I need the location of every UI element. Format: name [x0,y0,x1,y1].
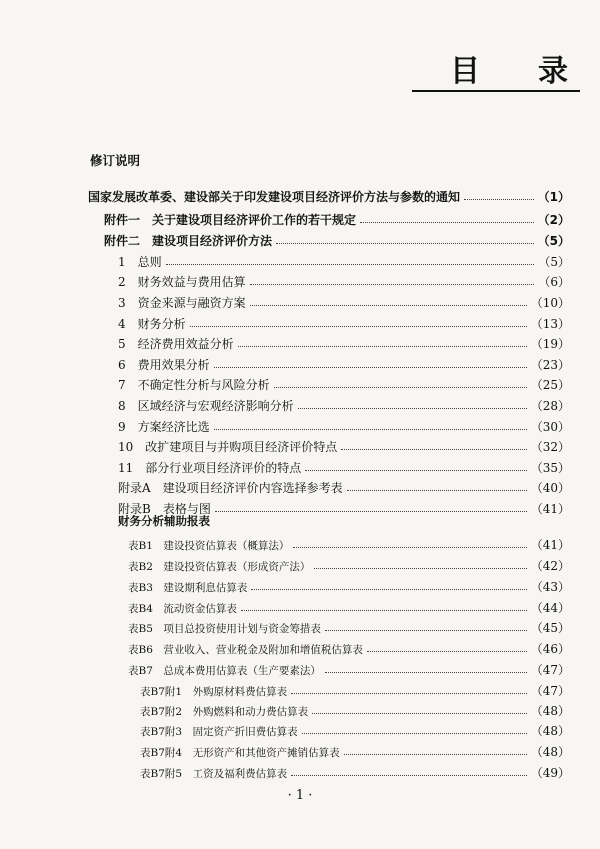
toc-table-page: （44） [530,601,570,615]
toc-entry-label: 4 财务分析 [118,317,186,331]
toc-table-entry[interactable] [128,619,570,636]
page-title [450,46,570,90]
dot-leader [360,221,534,223]
dot-leader [341,448,526,450]
toc-entry[interactable] [118,438,570,455]
toc-entry-page: （19） [530,337,570,351]
toc-entry-label: 附录B 表格与图 [118,502,211,516]
toc-entry[interactable] [104,232,570,249]
toc-table-page: （47） [530,684,570,698]
toc-table-page: （48） [530,745,570,759]
toc-entry-page: （30） [530,420,570,434]
toc-entry-page: （23） [530,358,570,372]
dot-leader [190,325,527,327]
toc-entry-page: （32） [530,440,570,454]
toc-table-entry[interactable] [140,764,570,781]
toc-table-page: （42） [530,559,570,573]
dot-leader [250,283,535,285]
toc-entry-page: （5） [538,255,570,269]
toc-table-label: 表B2 建设投资估算表（形成资产法） [128,561,311,573]
toc-entry-page: （41） [530,502,570,516]
toc-entry[interactable] [118,273,570,290]
dot-leader [214,428,527,430]
toc-entry[interactable] [104,211,570,228]
toc-table-label: 表B7附4 无形资产和其他资产摊销估算表 [140,747,340,759]
toc-entry[interactable] [118,418,570,435]
dot-leader [274,386,527,388]
toc-entry[interactable] [118,335,570,352]
preface-heading: 修订说明 [90,153,141,168]
toc-entry[interactable] [118,376,570,393]
toc-entry[interactable] [118,253,570,270]
toc-table-label: 表B4 流动资金估算表 [128,603,237,615]
toc-entry-page: （28） [530,399,570,413]
toc-table-entry[interactable] [128,578,570,595]
toc-table-entry[interactable] [128,536,570,553]
toc-table-label: 表B1 建设投资估算表（概算法） [128,540,290,552]
toc-entry-label: 附件一 关于建设项目经济评价工作的若干规定 [104,213,357,227]
toc-table-entry[interactable] [140,722,570,739]
dot-leader [214,366,527,368]
dot-leader [464,198,534,200]
toc-entry-page: （10） [530,296,570,310]
dot-leader [305,469,526,471]
dot-leader [251,588,526,590]
title-char-2: 录 [538,54,570,89]
toc-entry-label: 附件二 建设项目经济评价方法 [104,234,273,248]
toc-table-page: （41） [530,538,570,552]
toc-entry-page: （40） [530,481,570,495]
toc-entry-label: 9 方案经济比选 [118,420,210,434]
toc-entry-label: 国家发展改革委、建设部关于印发建设项目经济评价方法与参数的通知 [88,190,461,204]
toc-entry[interactable] [118,397,570,414]
toc-entry-label: 7 不确定性分析与风险分析 [118,378,270,392]
dot-leader [241,609,527,611]
toc-entry-page: （6） [538,275,570,289]
title-char-1: 目 [450,54,482,89]
toc-table-entry[interactable] [128,599,570,616]
toc-entry[interactable] [118,479,570,496]
dot-leader [238,345,527,347]
toc-table-page: （48） [530,724,570,738]
toc-entry-label: 附录A 建设项目经济评价内容选择参考表 [118,481,343,495]
dot-leader [344,753,527,755]
toc-entry-page: （5） [537,234,570,248]
title-rule [412,90,580,92]
toc-table-label: 表B6 营业收入、营业税金及附加和增值税估算表 [128,644,363,656]
toc-entry-label: 2 财务效益与费用估算 [118,275,246,289]
toc-table-entry[interactable] [140,702,570,719]
toc-table-label: 表B7附5 工资及福利费估算表 [140,768,288,780]
dot-leader [325,629,527,631]
toc-table-label: 表B7附2 外购燃料和动力费估算表 [140,706,309,718]
toc-table-entry[interactable] [140,682,570,699]
toc-table-entry[interactable] [128,557,570,574]
toc-table-label: 表B7 总成本费用估算表（生产要素法） [128,665,321,677]
dot-leader [302,732,527,734]
page-number: · 1 · [287,788,313,803]
toc-entry-label: 11 部分行业项目经济评价的特点 [118,461,302,475]
dot-leader [276,242,534,244]
toc-table-label: 表B7附3 固定资产折旧费估算表 [140,726,298,738]
dot-leader [325,671,527,673]
toc-table-entry[interactable] [128,640,570,657]
toc-entry[interactable] [118,294,570,311]
toc-entry-page: （2） [537,213,570,227]
toc-table-label: 表B3 建设期利息估算表 [128,582,248,594]
toc-entry-page: （13） [530,317,570,331]
toc-entry-page: （35） [530,461,570,475]
toc-entry-label: 5 经济费用效益分析 [118,337,234,351]
toc-entry-label: 10 改扩建项目与并购项目经济评价特点 [118,440,338,454]
dot-leader [347,489,527,491]
dot-leader [291,774,527,776]
toc-table-label: 表B7附1 外购原材料费估算表 [140,686,288,698]
dot-leader [293,546,526,548]
toc-table-page: （49） [530,766,570,780]
toc-table-entry[interactable] [140,743,570,760]
dot-leader [250,304,527,306]
dot-leader [298,407,527,409]
toc-table-page: （47） [530,663,570,677]
toc-table-page: （43） [530,580,570,594]
dot-leader [314,567,526,569]
toc-table-label: 表B5 项目总投资使用计划与资金筹措表 [128,623,321,635]
toc-table-page: （48） [530,704,570,718]
toc-entry-label: 3 资金来源与融资方案 [118,296,246,310]
dot-leader [312,712,527,714]
toc-entry-label: 1 总则 [118,255,162,269]
dot-leader [166,263,535,265]
section-heading: 财务分析辅助报表 [118,514,210,528]
toc-entry[interactable] [118,356,570,373]
dot-leader [291,692,527,694]
toc-entry-label: 6 费用效果分析 [118,358,210,372]
toc-table-entry[interactable] [128,661,570,678]
toc-table-page: （46） [530,642,570,656]
dot-leader [215,510,527,512]
toc-entry-label: 8 区域经济与宏观经济影响分析 [118,399,294,413]
toc-entry[interactable] [88,188,570,205]
toc-entry-page: （25） [530,378,570,392]
toc-entry-page: （1） [537,190,570,204]
dot-leader [367,650,527,652]
toc-table-page: （45） [530,621,570,635]
toc-entry[interactable] [118,459,570,476]
toc-entry[interactable] [118,315,570,332]
